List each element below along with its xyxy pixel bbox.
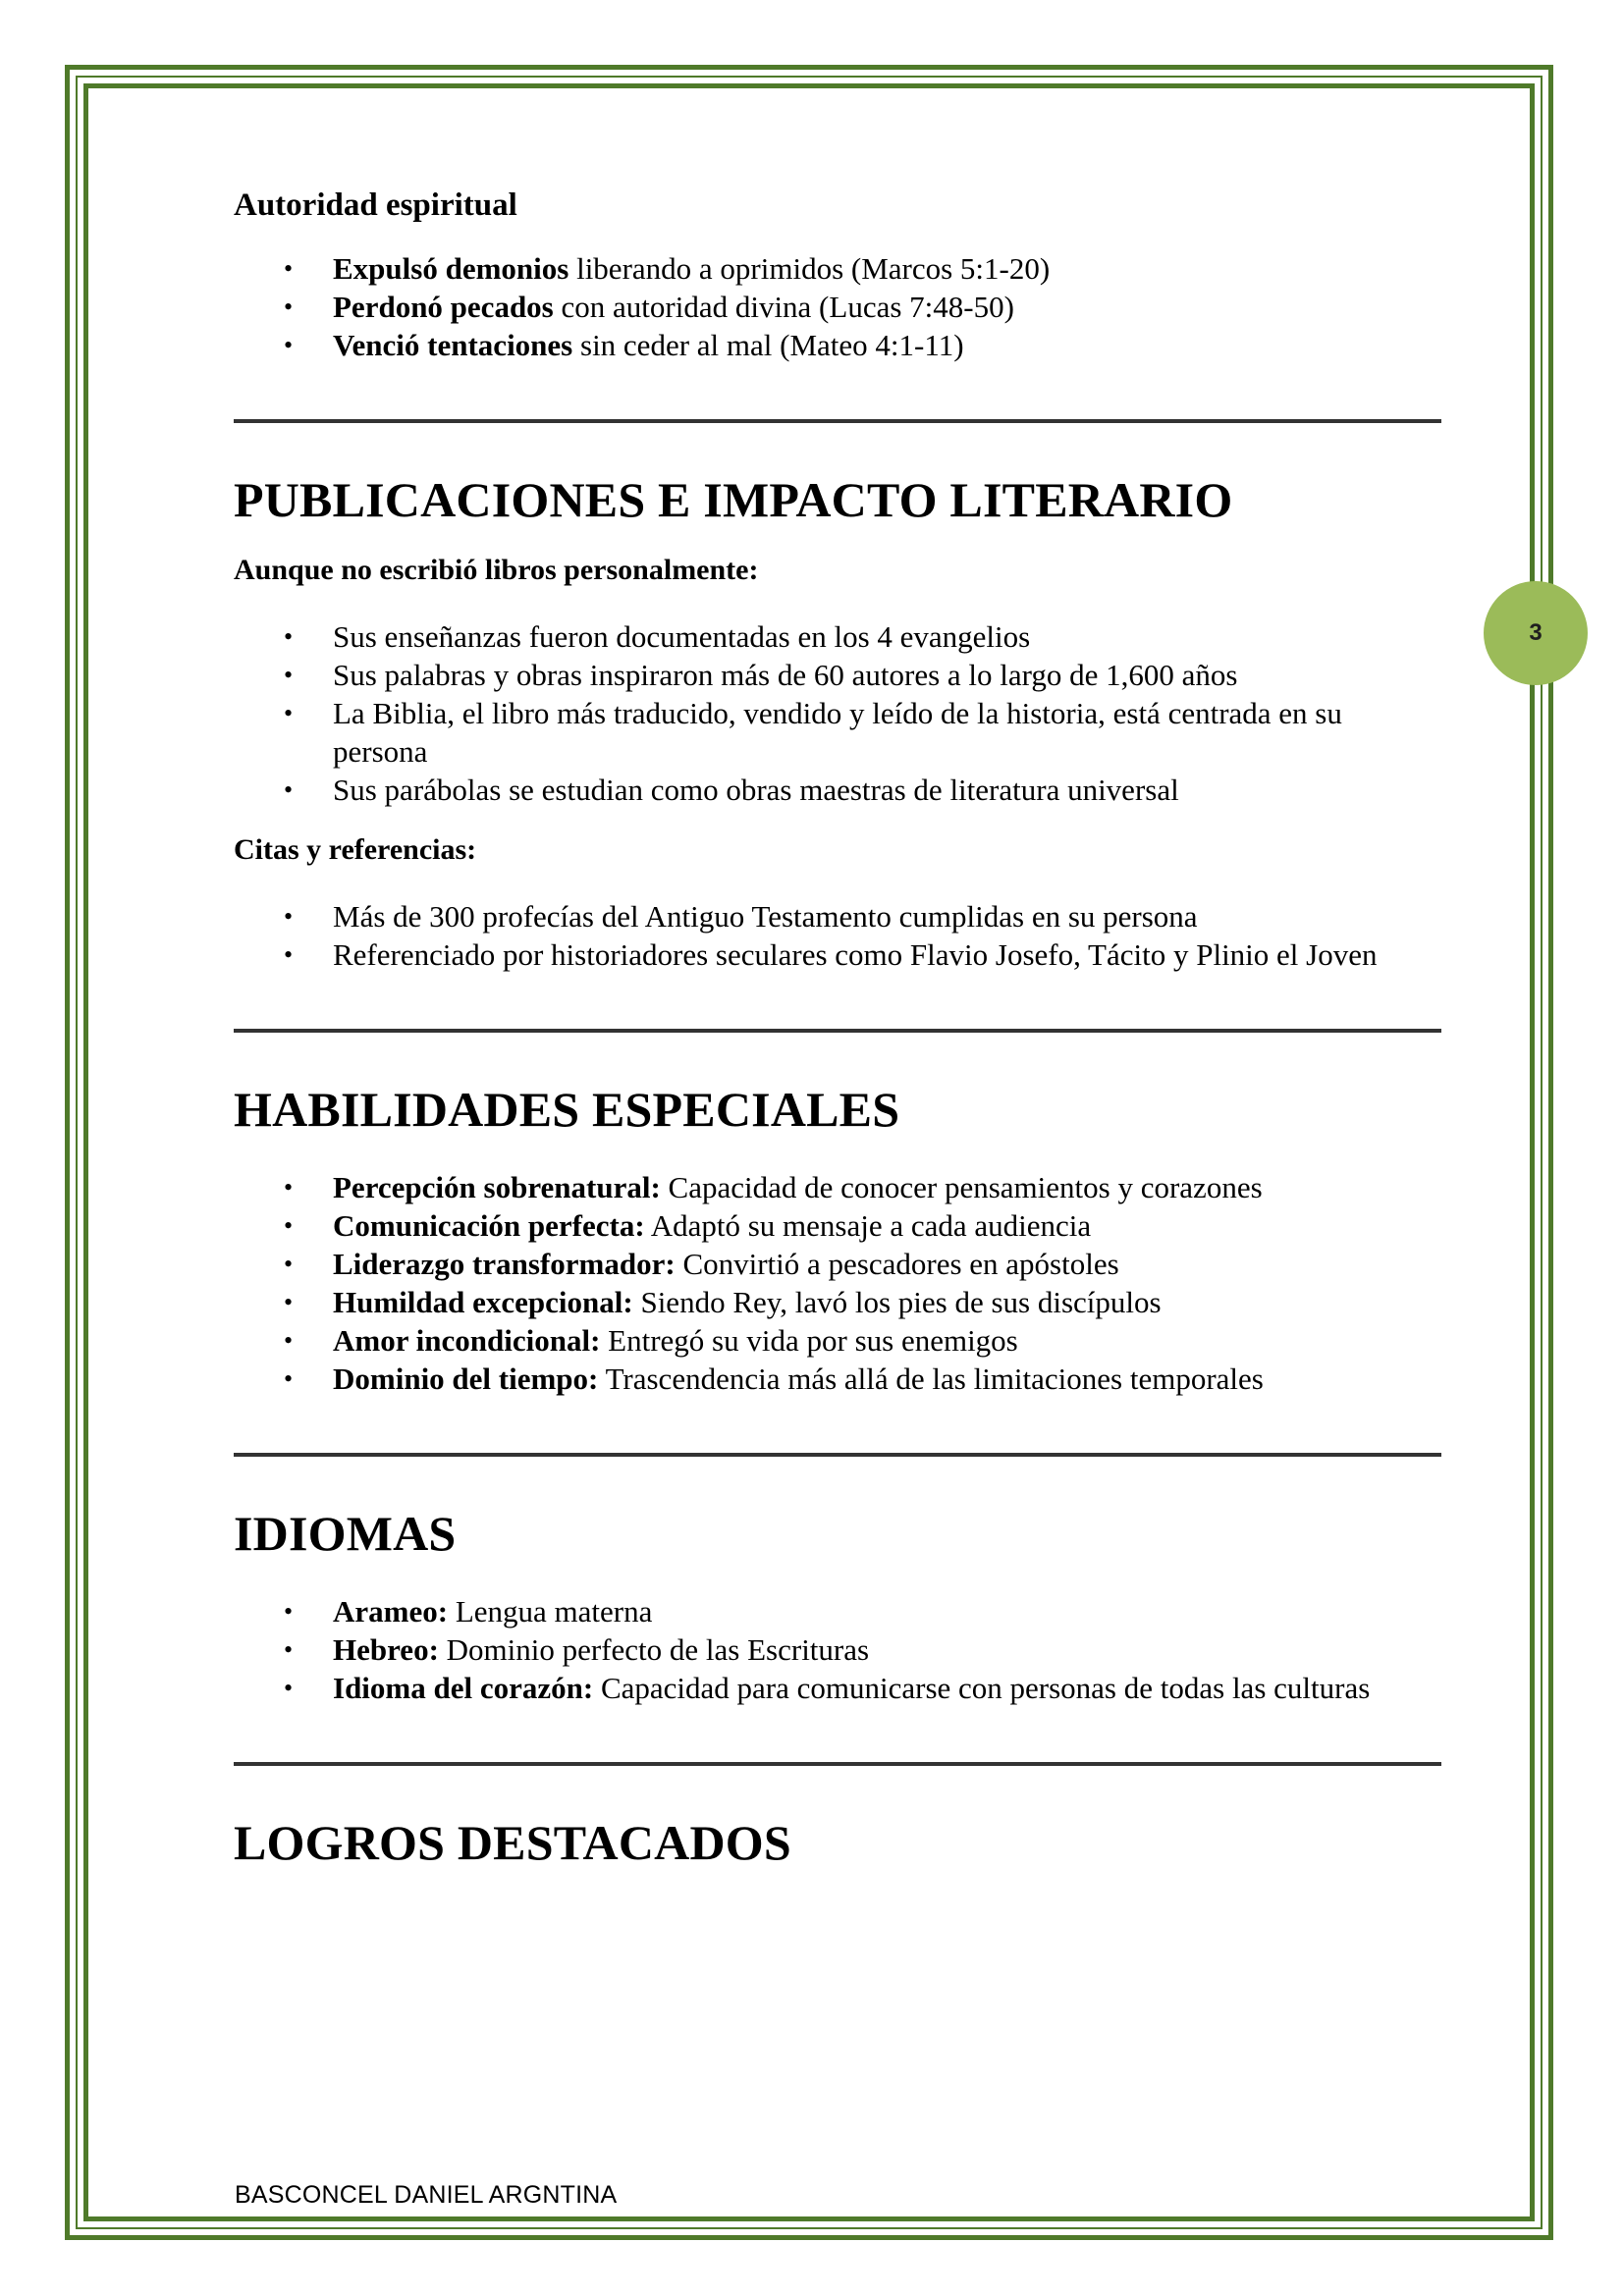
list-item: • Hebreo: Dominio perfecto de las Escrituras	[284, 1631, 870, 1667]
list-item: • Referenciado por historiadores seculares como Flavio Josefo, Tácito y Plinio el Joven	[284, 936, 1378, 972]
list-item: • Expulsó demonios liberando a oprimidos (Marcos 5:1-20)	[284, 250, 1051, 286]
list-item: • Venció tentaciones sin ceder al mal (Mateo 4:1-11)	[284, 327, 964, 362]
publicaciones-intro: Aunque no escribió libros personalmente:	[234, 553, 759, 586]
bullet-icon: •	[284, 939, 294, 969]
list-item: • Sus palabras y obras inspiraron más de 60 autores a lo largo de 1,600 años	[284, 657, 1238, 692]
list-item: • Sus parábolas se estudian como obras maestras de literatura universal	[284, 772, 1179, 807]
publicaciones-list	[234, 617, 1441, 809]
bullet-icon: •	[284, 1172, 294, 1201]
idiomas-title: IDIOMAS	[234, 1505, 457, 1561]
list-item: • Más de 300 profecías del Antiguo Testamento cumplidas en su persona	[284, 898, 1198, 934]
list-item: • Comunicación perfecta: Adaptó su mensaje a cada audiencia	[284, 1207, 1092, 1243]
idiomas-list	[234, 1592, 1441, 1707]
list-item: • Sus enseñanzas fueron documentadas en los 4 evangelios	[284, 618, 1031, 654]
bullet-icon: •	[284, 660, 294, 689]
list-item: • Dominio del tiempo: Trascendencia más allá de las limitaciones temporales	[284, 1361, 1264, 1396]
list-item: • Percepción sobrenatural: Capacidad de conocer pensamientos y corazones	[284, 1169, 1263, 1204]
page-content	[234, 187, 1441, 1872]
bullet-icon: •	[284, 330, 294, 359]
list-item: • Liderazgo transformador: Convirtió a pescadores en apóstoles	[284, 1246, 1119, 1281]
list-item: • Humildad excepcional: Siendo Rey, lavó los pies de sus discípulos	[284, 1284, 1162, 1319]
bullet-icon: •	[284, 1634, 294, 1664]
autoridad-list	[234, 249, 1441, 364]
logros-title: LOGROS DESTACADOS	[234, 1814, 791, 1870]
citas-heading: Citas y referencias:	[234, 832, 477, 866]
bullet-icon: •	[284, 253, 294, 283]
bullet-icon: •	[284, 1287, 294, 1316]
bullet-icon: •	[284, 1210, 294, 1240]
list-item: • Idioma del corazón: Capacidad para comunicarse con personas de todas las culturas	[284, 1670, 1371, 1705]
bullet-icon: •	[284, 901, 294, 931]
page-number-badge: 3	[1484, 581, 1588, 685]
publicaciones-title: PUBLICACIONES E IMPACTO LITERARIO	[234, 471, 1233, 527]
bullet-icon: •	[284, 1363, 294, 1393]
list-item: • Arameo: Lengua materna	[284, 1593, 653, 1629]
bullet-icon: •	[284, 621, 294, 651]
habilidades-title: HABILIDADES ESPECIALES	[234, 1081, 900, 1137]
list-item: • Perdonó pecados con autoridad divina (Lucas 7:48-50)	[284, 289, 1014, 324]
citas-list	[234, 897, 1441, 974]
list-item: • Amor incondicional: Entregó su vida por sus enemigos	[284, 1322, 1018, 1358]
bullet-icon: •	[284, 292, 294, 321]
habilidades-list	[234, 1168, 1441, 1398]
autoridad-heading: Autoridad espiritual	[234, 187, 517, 223]
bullet-icon: •	[284, 1673, 294, 1702]
bullet-icon: •	[284, 698, 294, 727]
bullet-icon: •	[284, 1325, 294, 1355]
list-item: • La Biblia, el libro más traducido, vendido y leído de la historia, está centrada en su persona	[284, 695, 1342, 769]
bullet-icon: •	[284, 1596, 294, 1626]
footer-text: BASCONCEL DANIEL ARGNTINA	[235, 2181, 618, 2209]
bullet-icon: •	[284, 1249, 294, 1278]
bullet-icon: •	[284, 774, 294, 804]
